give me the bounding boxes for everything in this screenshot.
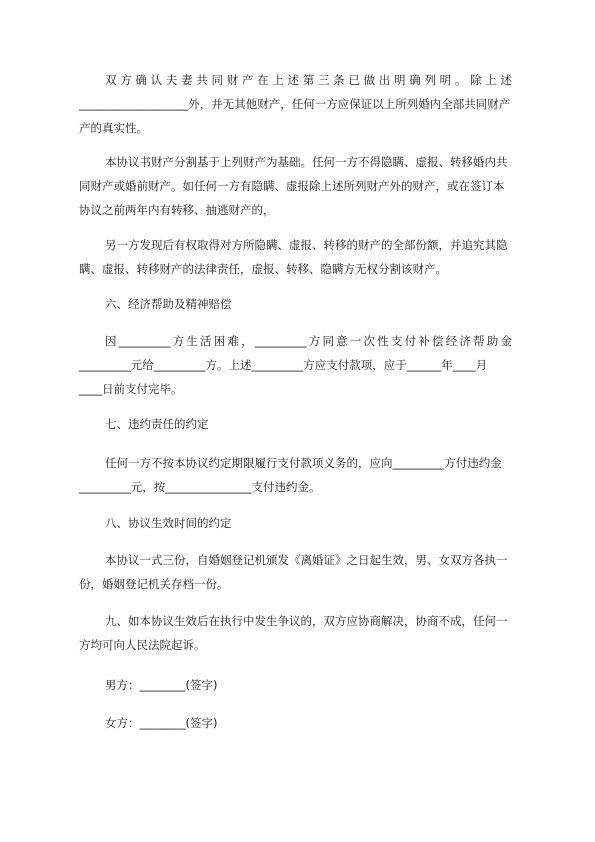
para-division-basis-line-2: 同财产或婚前财产。如任何一方有隐瞒、虚报除上述所列财产外的财产，或在签订本	[79, 179, 505, 193]
section-8-heading: 八、协议生效时间的约定	[105, 516, 232, 530]
para-property-confirm-line-3: 产的真实性。	[79, 121, 148, 135]
section-7-line-1: 任何一方不按本协议约定期限履行支付款项义务的，应向_________方付违约金	[105, 456, 502, 470]
signature-male: 男方：________(签字)	[105, 678, 218, 692]
para-property-confirm-line-2: ___________________外，并无其他财产，任何一方应保证以上所列婚内全部共同财产	[79, 97, 511, 111]
para-property-confirm-line-1: 双方确认夫妻共同财产在上述第三条已做出明确列明。除上述	[105, 73, 512, 87]
section-9-line-1: 九、如本协议生效后在执行中发生争议的，双方应协商解决，协商不成，任何一	[105, 614, 508, 628]
section-6-line-3: ____日前支付完毕。	[79, 382, 183, 396]
section-8-line-1: 本协议一式三份，自婚姻登记机颁发《离婚证》之日起生效，男、女双方各执一	[105, 553, 508, 567]
para-division-basis-line-3: 协议之前两年内有转移、抽逃财产的，	[79, 203, 275, 217]
section-8-line-2: 份，婚姻登记机关存档一份。	[79, 577, 229, 591]
section-9-line-2: 方均可向人民法院起诉。	[79, 638, 206, 652]
para-other-party-line-2: 瞒、虚报、转移财产的法律责任，虚报、转移、隐瞒方无权分割该财产。	[79, 262, 447, 276]
section-7-line-2: _________元，按_______________支付违约金。	[79, 480, 321, 494]
para-other-party-line-1: 另一方发现后有权取得对方所隐瞒、虚报、转移的财产的全部份额，并追究其隐	[105, 238, 508, 252]
para-division-basis-line-1: 本协议书财产分割基于上列财产为基础。任何一方不得隐瞒、虚报、转移婚内共	[105, 155, 508, 169]
section-6-line-2: _________元给_________方。上述_________方应支付款项，应于______年____月	[79, 358, 488, 372]
section-6-line-1: 因_________方生活困难，_________方同意一次性支付补偿经济帮助金	[105, 334, 512, 348]
section-6-heading: 六、经济帮助及精神赔偿	[105, 297, 232, 311]
signature-female: 女方：________(签字)	[105, 716, 218, 730]
section-7-heading: 七、违约责任的约定	[105, 417, 209, 431]
